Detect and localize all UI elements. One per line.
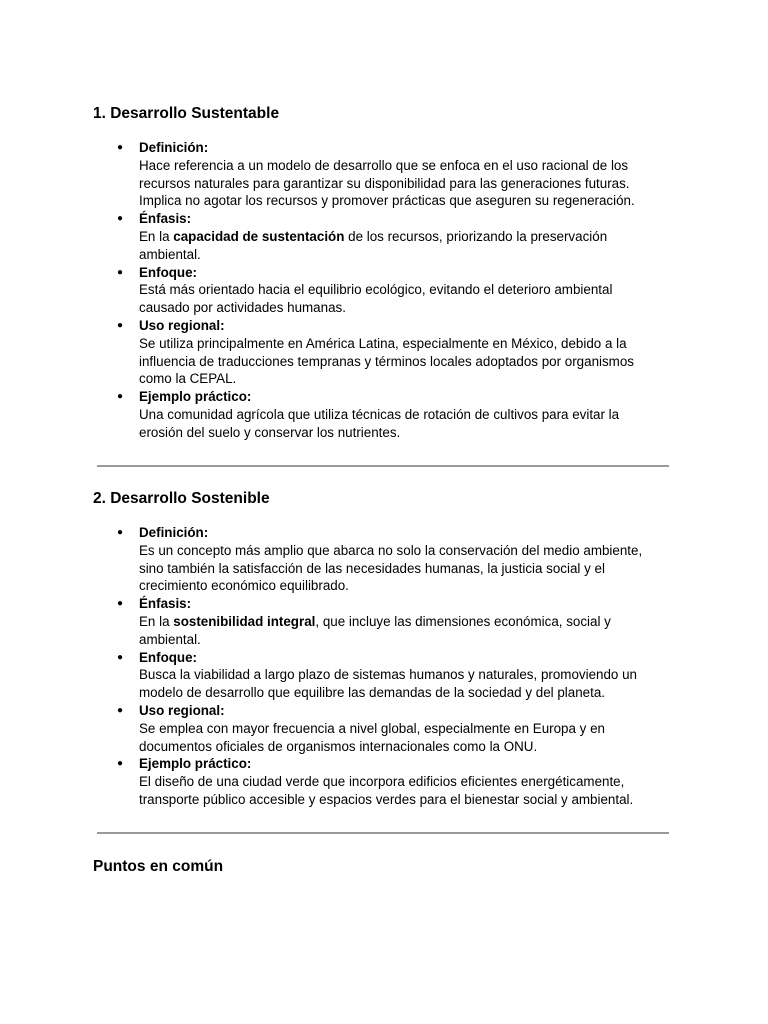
item-text-line: Una comunidad agrícola que utiliza técnicas de rotación de cultivos para evitar la (139, 406, 620, 422)
list-item-enfoque (0, 264, 684, 317)
item-label: Definición: (139, 525, 209, 540)
item-label: Definición: (139, 140, 209, 155)
item-text-line: Se emplea con mayor frecuencia a nivel global, especialmente en Europa y en (139, 720, 605, 736)
bullet-icon: ● (117, 266, 124, 278)
bullet-icon: ● (117, 319, 124, 331)
item-text-line: causado por actividades humanas. (139, 300, 346, 316)
item-text-fragment: En la (139, 613, 174, 629)
item-text-line: ambiental. (139, 246, 201, 262)
item-text-line: Se utiliza principalmente en América Latina, especialmente en México, debido a la (139, 335, 627, 351)
bullet-icon: ● (117, 758, 124, 770)
bullet-list-sostenible (0, 524, 684, 809)
list-item-ejemplo-practico (0, 388, 684, 441)
item-text-line: crecimiento económico equilibrado. (139, 578, 349, 594)
item-text-line: Hace referencia a un modelo de desarrollo que se enfoca en el uso racional de los (139, 157, 629, 173)
item-text-fragment: de los recursos, priorizando la preservación (344, 228, 608, 244)
item-text-line: erosión del suelo y conservar los nutrientes. (139, 424, 401, 440)
item-text-line: sino también la satisfacción de las necesidades humanas, la justicia social y el (139, 560, 605, 576)
item-text-emphasis: capacidad de sustentación (173, 228, 345, 244)
item-text-line: transporte público accesible y espacios verdes para el bienestar social y ambiental. (139, 791, 634, 807)
item-text-line: ambiental. (139, 631, 201, 647)
list-item-ejemplo-practico (0, 755, 684, 808)
item-label: Énfasis: (139, 211, 192, 227)
item-text-line: Es un concepto más amplio que abarca no solo la conservación del medio ambiente, (139, 542, 643, 558)
item-label: Enfoque: (139, 264, 198, 280)
item-text-line (139, 228, 684, 246)
bullet-icon: ● (117, 651, 124, 663)
item-text-line: Busca la viabilidad a largo plazo de sistemas humanos y naturales, promoviendo un (139, 667, 637, 683)
list-item-uso-regional (0, 702, 684, 755)
item-label: Uso regional: (139, 317, 225, 333)
item-text-line: documentos oficiales de organismos internacionales como la ONU. (139, 738, 538, 754)
horizontal-divider (97, 832, 669, 834)
item-text-line (139, 613, 684, 631)
list-item-enfasis (0, 210, 684, 263)
item-label: Ejemplo práctico: (139, 756, 252, 772)
item-text-line: modelo de desarrollo que equilibre las demandas de la sociedad y del planeta. (139, 685, 606, 701)
item-label: Ejemplo práctico: (139, 389, 252, 405)
item-label: Énfasis: (139, 596, 192, 612)
section-heading-puntos-en-comun: Puntos en común (93, 858, 224, 875)
bullet-icon: ● (117, 704, 124, 716)
list-item-enfoque (0, 649, 684, 702)
item-text-fragment: , que incluye las dimensiones económica, social y (315, 613, 611, 629)
section-heading-desarrollo-sustentable: 1. Desarrollo Sustentable (93, 105, 280, 122)
item-text-emphasis: sostenibilidad integral (173, 613, 316, 629)
item-text-line: Implica no agotar los recursos y promover prácticas que aseguren su regeneración. (139, 193, 635, 209)
bullet-icon: ● (117, 598, 124, 610)
bullet-list-sustentable (0, 139, 684, 442)
item-text-line: El diseño de una ciudad verde que incorpora edificios eficientes energéticamente, (139, 774, 625, 790)
list-item-definicion (0, 139, 684, 210)
bullet-icon: ● (117, 527, 124, 538)
list-item-enfasis (0, 595, 684, 648)
bullet-icon: ● (117, 142, 124, 153)
item-label: Enfoque: (139, 649, 198, 665)
horizontal-divider (97, 465, 669, 467)
item-text-line: recursos naturales para garantizar su disponibilidad para las generaciones futuras. (139, 175, 630, 191)
item-label: Uso regional: (139, 702, 225, 718)
item-text-line: como la CEPAL. (139, 371, 237, 387)
section-heading-desarrollo-sostenible: 2. Desarrollo Sostenible (93, 490, 270, 507)
bullet-icon: ● (117, 213, 124, 225)
item-text-fragment: En la (139, 228, 174, 244)
bullet-icon: ● (117, 391, 124, 403)
list-item-definicion (0, 524, 684, 595)
item-text-line: influencia de traducciones tempranas y términos locales adoptados por organismos (139, 353, 634, 369)
item-text-line: Está más orientado hacia el equilibrio ecológico, evitando el deterioro ambiental (139, 282, 613, 298)
list-item-uso-regional (0, 317, 684, 388)
